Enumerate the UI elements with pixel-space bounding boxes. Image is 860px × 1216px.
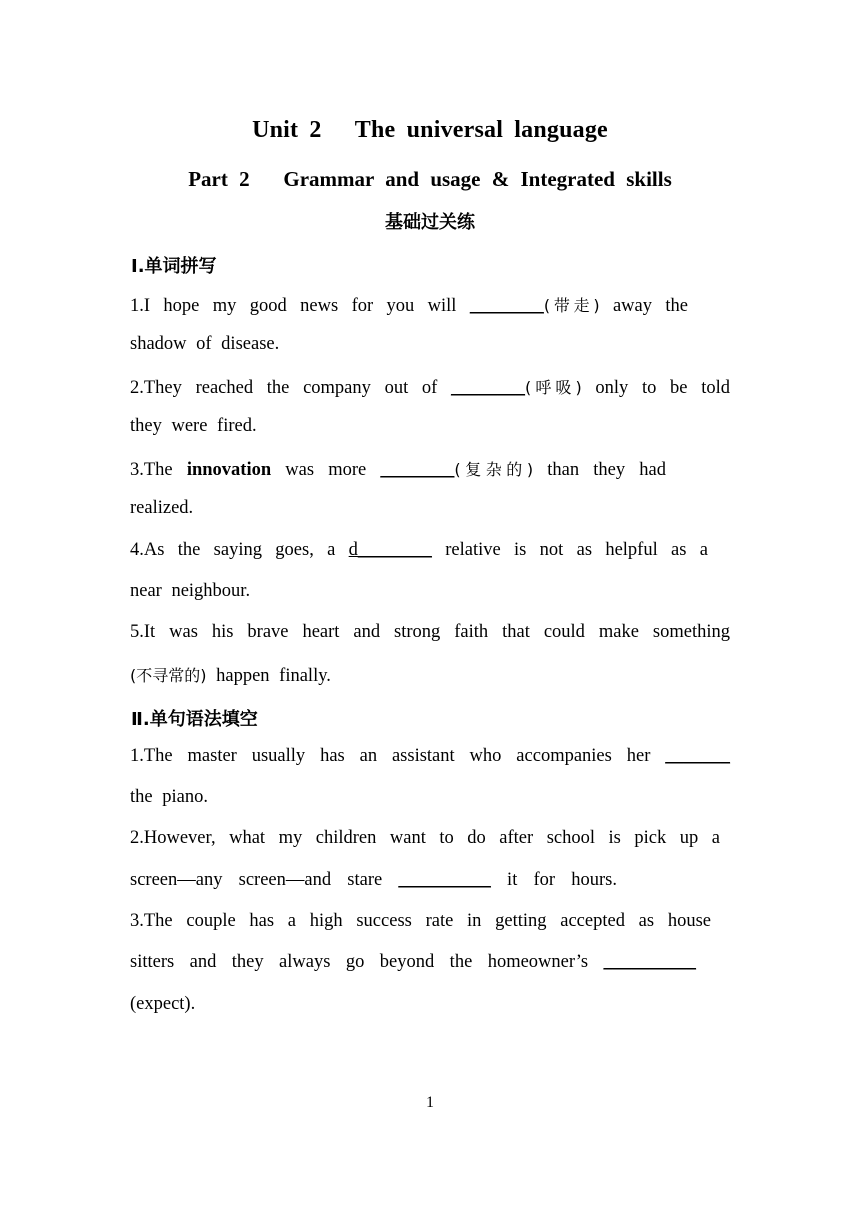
question-text: was more	[271, 460, 381, 480]
grammar-question-1-line-2: the piano.	[130, 787, 208, 807]
question-text: only to be told	[581, 378, 730, 398]
page-number: 1	[426, 1094, 434, 1111]
page-subtitle: Part 2 Grammar and usage & Integrated skills	[188, 167, 672, 191]
grammar-question-3-line-3: (expect).	[130, 994, 196, 1014]
answer-blank: ________	[451, 378, 526, 398]
question-3-line-2: realized.	[130, 498, 194, 518]
answer-blank: d________	[348, 540, 432, 560]
section-heading-grammar: Ⅱ.单句语法填空	[131, 709, 258, 730]
question-3-line-1	[130, 457, 666, 481]
question-5-line-2	[130, 663, 331, 687]
question-2-line-2: they were fired.	[130, 416, 257, 436]
question-text: 1.The master usually has an assistant who accompanies her	[130, 746, 666, 766]
chinese-hint: (复杂的)	[454, 460, 534, 479]
chinese-hint: (呼吸)	[525, 378, 582, 397]
section-heading-spelling: Ⅰ.单词拼写	[131, 256, 217, 277]
grammar-question-3-line-1: 3.The couple has a high success rate in getting accepted as house	[130, 911, 711, 931]
question-text: 1.I hope my good news for you will	[130, 296, 470, 316]
grammar-question-3-line-2	[130, 952, 696, 973]
question-text: sitters and they always go beyond the homeowner’s	[130, 952, 604, 972]
question-text: away the	[599, 296, 688, 316]
question-5-line-1: 5.It was his brave heart and strong faith that could make something	[130, 622, 730, 642]
grammar-question-2-line-1: 2.However, what my children want to do after school is pick up a	[130, 828, 720, 848]
question-1-line-2: shadow of disease.	[130, 334, 280, 354]
answer-blank: __________	[603, 952, 696, 972]
bold-word: innovation	[186, 460, 272, 480]
answer-blank: ________	[380, 460, 455, 480]
question-4-line-1	[130, 540, 708, 561]
question-text: 3.The	[130, 460, 187, 480]
question-text: 2.They reached the company out of	[130, 378, 452, 398]
grammar-question-1-line-1	[130, 746, 730, 767]
question-text: it for hours.	[490, 870, 617, 890]
page-subtitle-chinese: 基础过关练	[385, 212, 475, 233]
chinese-hint: (不寻常的)	[130, 666, 207, 685]
question-1-line-1	[130, 293, 688, 317]
grammar-question-2-line-2	[130, 870, 617, 891]
question-text: happen finally.	[206, 666, 331, 686]
question-4-line-2: near neighbour.	[130, 581, 251, 601]
question-text: than they had	[533, 460, 666, 480]
answer-blank: __________	[398, 870, 491, 890]
question-text: screen—any screen—and stare	[130, 870, 399, 890]
question-text: relative is not as helpful as a	[431, 540, 708, 560]
answer-blank: ________	[469, 296, 544, 316]
question-2-line-1	[130, 375, 730, 399]
chinese-hint: (带走)	[543, 296, 600, 315]
answer-blank: _______	[665, 746, 730, 766]
page-title: Unit 2 The universal language	[252, 117, 608, 143]
question-text: 4.As the saying goes, a	[130, 540, 349, 560]
